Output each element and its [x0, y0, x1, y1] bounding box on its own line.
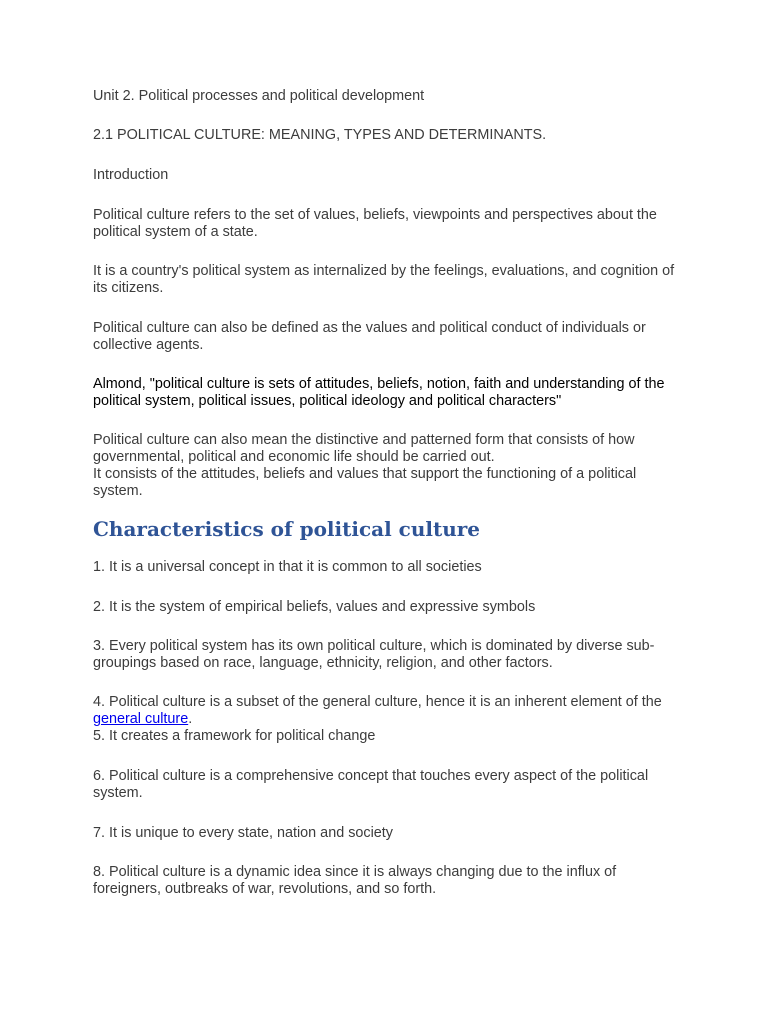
characteristics-4-5: [93, 694, 683, 745]
characteristic-4-suffix: .: [188, 711, 193, 727]
characteristic-5: 5. It creates a framework for political change: [93, 728, 376, 744]
characteristics-heading: Characteristics of political culture: [93, 517, 481, 541]
paragraph-almond-quote: Almond, "political culture is sets of attitudes, beliefs, notion, faith and understanding of the political system, political issues, political ideology and political characters": [93, 376, 665, 409]
characteristic-3: 3. Every political system has its own political culture, which is dominated by diverse sub-groupings based on race, language, ethnicity, religion, and other factors.: [93, 638, 655, 671]
paragraph-patterned: [93, 432, 683, 500]
paragraph-patterned-line-1: Political culture can also mean the distinctive and patterned form that consists of how governmental, political and economic life should be carried out.: [93, 432, 635, 465]
characteristic-7: 7. It is unique to every state, nation and society: [93, 825, 393, 841]
paragraph-patterned-line-2: It consists of the attitudes, beliefs and values that support the functioning of a political system.: [93, 466, 637, 499]
paragraph-internalized: It is a country's political system as internalized by the feelings, evaluations, and cognition of its citizens.: [93, 263, 675, 296]
general-culture-link[interactable]: general culture: [93, 711, 189, 727]
characteristic-8: 8. Political culture is a dynamic idea since it is always changing due to the influx of foreigners, outbreaks of war, revolutions, and so forth.: [93, 864, 617, 897]
introduction-label: Introduction: [93, 167, 169, 183]
unit-title: Unit 2. Political processes and political development: [93, 88, 425, 104]
characteristic-6: 6. Political culture is a comprehensive concept that touches every aspect of the political system.: [93, 768, 649, 801]
characteristic-1: 1. It is a universal concept in that it is common to all societies: [93, 559, 482, 575]
paragraph-definition: Political culture refers to the set of values, beliefs, viewpoints and perspectives about the political system of a state.: [93, 207, 657, 240]
characteristic-4: [93, 694, 683, 728]
paragraph-conduct: Political culture can also be defined as the values and political conduct of individuals or collective agents.: [93, 320, 646, 353]
characteristic-4-text: 4. Political culture is a subset of the general culture, hence it is an inherent element of the: [93, 694, 662, 710]
section-title: 2.1 POLITICAL CULTURE: MEANING, TYPES AND DETERMINANTS.: [93, 127, 547, 143]
characteristic-2: 2. It is the system of empirical beliefs, values and expressive symbols: [93, 599, 536, 615]
